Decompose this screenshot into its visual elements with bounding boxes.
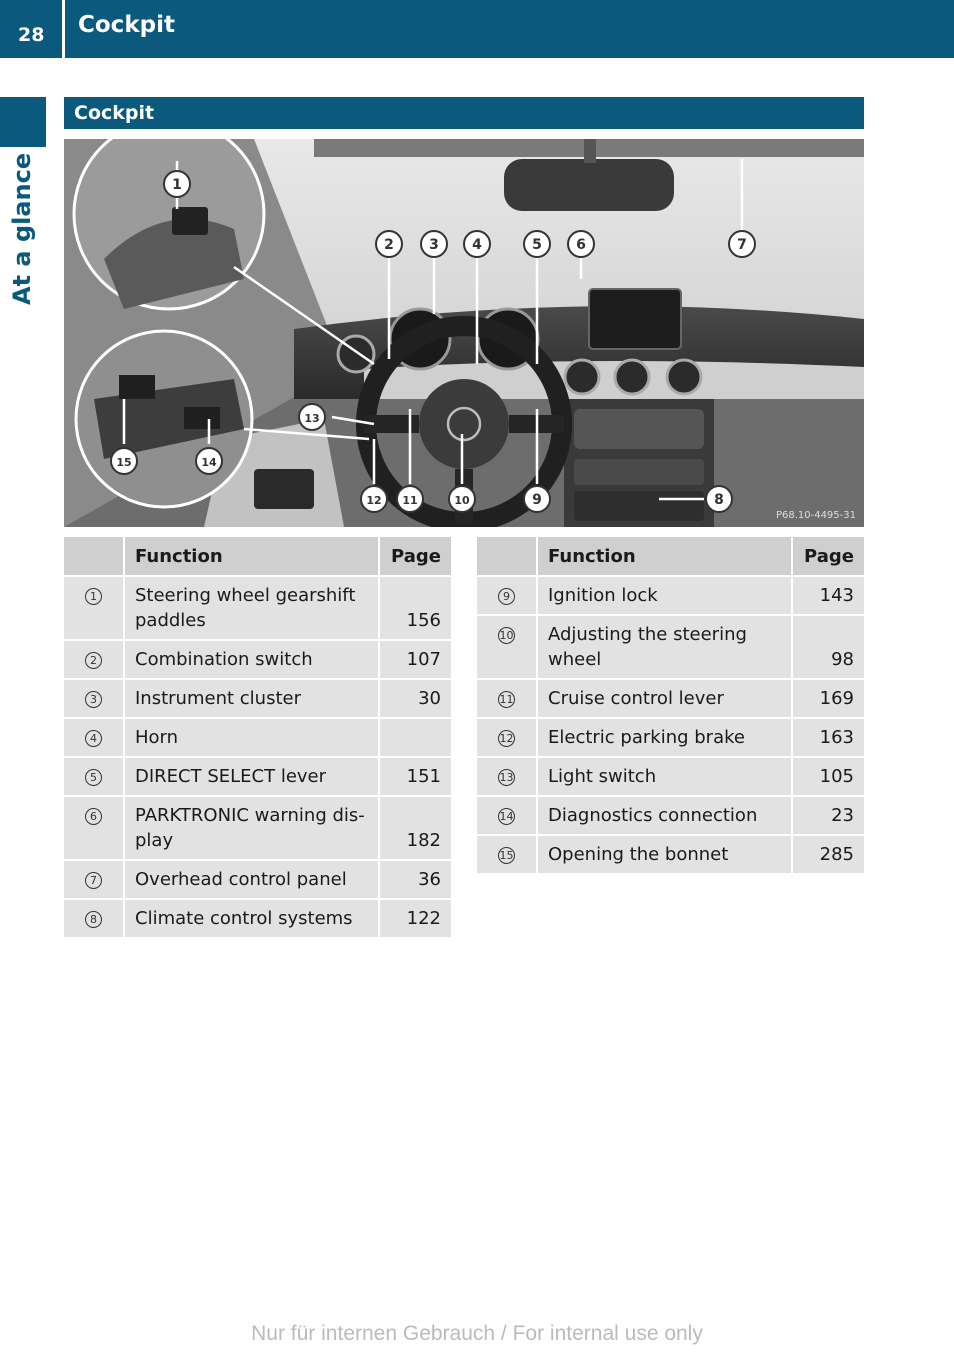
header-divider [62, 0, 65, 58]
table-row [477, 796, 864, 835]
callout-number-icon: 4 [85, 730, 102, 747]
callout-label: 6 [576, 237, 586, 253]
row-page: 105 [792, 757, 864, 796]
callout-label: 1 [172, 177, 182, 193]
callout-label: 4 [472, 237, 482, 253]
table-row [64, 679, 451, 718]
callout-number-icon: 8 [85, 911, 102, 928]
row-page: 151 [379, 757, 451, 796]
callout-label: 15 [116, 456, 132, 469]
row-number [64, 640, 124, 679]
callout-number-icon: 3 [85, 691, 102, 708]
row-function: Cruise control lever [537, 679, 792, 718]
row-number [477, 757, 537, 796]
table-row [477, 679, 864, 718]
header-title [78, 0, 175, 58]
row-function: Horn [124, 718, 379, 757]
row-number [64, 796, 124, 860]
row-page: 143 [792, 576, 864, 615]
row-number [477, 615, 537, 679]
row-page: 36 [379, 860, 451, 899]
callout-label: 8 [714, 492, 724, 508]
table-row [477, 757, 864, 796]
row-function: Ignition lock [537, 576, 792, 615]
table-row [477, 615, 864, 679]
row-number [477, 796, 537, 835]
callout-label: 13 [304, 412, 320, 425]
row-number [64, 576, 124, 640]
row-number [64, 899, 124, 938]
callout-number-icon: 10 [499, 629, 514, 642]
row-page: 107 [379, 640, 451, 679]
table-row [64, 899, 451, 938]
callout-label: 11 [402, 494, 418, 507]
col-page-header: Page [379, 537, 451, 576]
callout-label: 14 [201, 456, 217, 469]
row-page: 163 [792, 718, 864, 757]
row-page: 30 [379, 679, 451, 718]
sidebar-block [0, 97, 46, 147]
section-title: Cockpit [64, 97, 864, 129]
table-header-row [64, 537, 451, 576]
row-function: Combination switch [124, 640, 379, 679]
callout-label: 9 [532, 492, 542, 508]
row-function: Diagnostics connection [537, 796, 792, 835]
row-function: PARKTRONIC warning dis-play [124, 796, 379, 860]
callout-label: 2 [384, 237, 394, 253]
row-page: 285 [792, 835, 864, 874]
table-row [64, 640, 451, 679]
callout-number-icon: 5 [85, 769, 102, 786]
table-row [64, 796, 451, 860]
row-page: 169 [792, 679, 864, 718]
callout-number-icon: 11 [499, 693, 514, 706]
row-number [64, 860, 124, 899]
row-function: Climate control systems [124, 899, 379, 938]
callout-number-icon: 9 [498, 588, 515, 605]
col-number-header [477, 537, 537, 576]
cockpit-photo [64, 139, 864, 527]
callout-number-icon: 1 [85, 588, 102, 605]
col-page-header: Page [792, 537, 864, 576]
row-function: Light switch [537, 757, 792, 796]
table-row [64, 718, 451, 757]
row-page: 98 [792, 615, 864, 679]
footer-notice: Nur für internen Gebrauch / For internal use only [251, 1322, 703, 1345]
row-number [64, 679, 124, 718]
row-function: DIRECT SELECT lever [124, 757, 379, 796]
header-title-text: Cockpit [78, 12, 175, 38]
cockpit-illustration [64, 139, 864, 527]
row-number [64, 718, 124, 757]
callout-label: 10 [454, 494, 470, 507]
callout-label: 12 [366, 494, 382, 507]
callout-label: 7 [737, 237, 747, 253]
table-row [64, 860, 451, 899]
row-number [477, 679, 537, 718]
callout-number-icon: 6 [85, 808, 102, 825]
image-code: P68.10-4495-31 [775, 510, 856, 521]
col-function-header: Function [124, 537, 379, 576]
callout-number-icon: 15 [499, 849, 514, 862]
callout-number-icon: 2 [85, 652, 102, 669]
callout-label: 3 [429, 237, 439, 253]
table-row [477, 835, 864, 874]
row-page [379, 718, 451, 757]
row-number [477, 835, 537, 874]
row-function: Steering wheel gearshift paddles [124, 576, 379, 640]
callout-number-icon: 13 [499, 771, 514, 784]
table-header-row [477, 537, 864, 576]
table-row [64, 576, 451, 640]
callout-number-icon: 7 [85, 872, 102, 889]
function-table-right [477, 537, 864, 875]
row-function: Instrument cluster [124, 679, 379, 718]
row-page: 156 [379, 576, 451, 640]
callout-number-icon: 14 [499, 810, 514, 823]
row-function: Overhead control panel [124, 860, 379, 899]
row-page: 182 [379, 796, 451, 860]
row-function: Opening the bonnet [537, 835, 792, 874]
function-table-left [64, 537, 451, 939]
row-number [477, 718, 537, 757]
row-function: Electric parking brake [537, 718, 792, 757]
row-page: 23 [792, 796, 864, 835]
col-number-header [64, 537, 124, 576]
callout-number-icon: 12 [499, 732, 514, 745]
col-function-header: Function [537, 537, 792, 576]
row-number [64, 757, 124, 796]
table-row [477, 576, 864, 615]
table-row [477, 718, 864, 757]
row-number [477, 576, 537, 615]
sidebar-label: At a glance [8, 152, 36, 305]
row-function: Adjusting the steering wheel [537, 615, 792, 679]
row-page: 122 [379, 899, 451, 938]
table-row [64, 757, 451, 796]
callout-label: 5 [532, 237, 542, 253]
page-number: 28 [18, 24, 45, 46]
